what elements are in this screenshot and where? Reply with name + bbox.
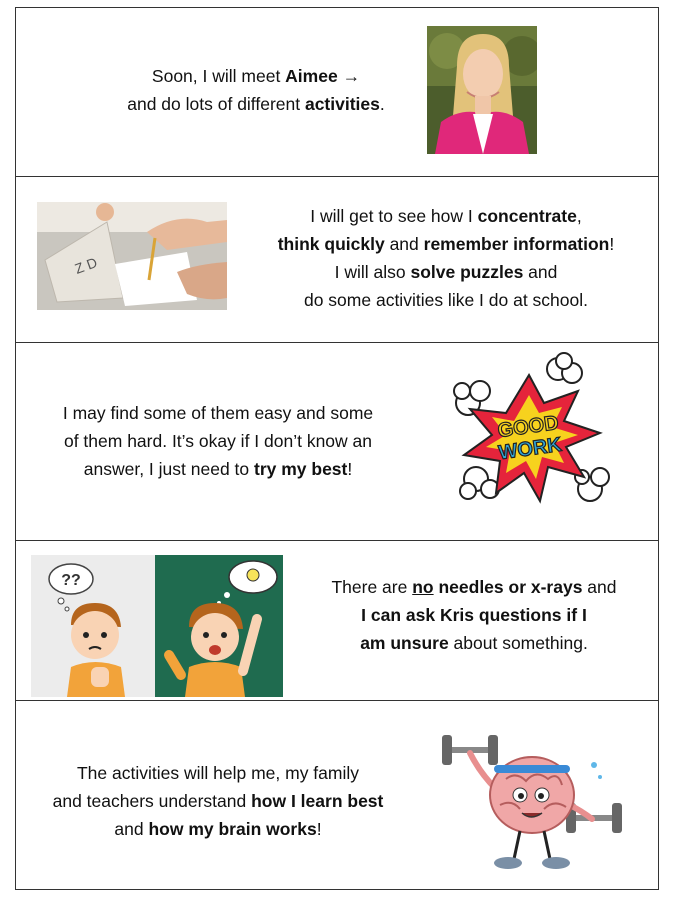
- row-text: [294, 573, 654, 657]
- thinking-boy-illustration: [31, 555, 283, 697]
- text-segment: activities: [304, 94, 380, 114]
- row-meet-aimee: [16, 8, 658, 177]
- text-line: [20, 455, 416, 483]
- text-segment: I may find some of them easy and some: [62, 403, 374, 423]
- row-text: [20, 759, 416, 843]
- text-line: [20, 815, 416, 843]
- text-line: [20, 759, 416, 787]
- text-segment: I can ask Kris questions if I: [361, 605, 587, 625]
- text-line: [294, 601, 654, 629]
- text-segment: and: [523, 262, 558, 282]
- svg-text:Z D: Z D: [72, 254, 100, 277]
- text-segment: and do lots of different: [127, 94, 305, 114]
- text-segment: think quickly: [277, 234, 385, 254]
- row-brain-works: [16, 701, 658, 891]
- text-line: [96, 62, 416, 90]
- text-segment: how I learn best: [251, 791, 384, 811]
- text-segment: am unsure: [360, 633, 449, 653]
- row-text: [20, 399, 416, 483]
- row-concentrate: [16, 177, 658, 343]
- aimee-photo: [427, 26, 537, 154]
- text-segment: and: [582, 577, 617, 597]
- activity-sheet: [15, 7, 659, 890]
- text-segment: Soon, I will meet: [151, 66, 286, 86]
- good-work-burst-icon: [440, 351, 618, 529]
- burst-work-text: WORK: [497, 433, 564, 465]
- text-segment: and: [384, 234, 424, 254]
- text-segment: do some activities like I do at school.: [303, 290, 589, 310]
- text-line: [20, 787, 416, 815]
- text-segment: try my best: [254, 459, 348, 479]
- text-segment: !: [316, 819, 322, 839]
- text-line: [238, 286, 654, 314]
- text-segment: ,: [576, 206, 582, 226]
- row-try-best: [16, 343, 658, 541]
- text-segment: concentrate: [477, 206, 577, 226]
- text-line: [238, 230, 654, 258]
- text-segment: and teachers understand: [52, 791, 252, 811]
- text-segment: and: [114, 819, 149, 839]
- text-line: [238, 258, 654, 286]
- row-text: [96, 62, 416, 118]
- text-segment: There are: [331, 577, 413, 597]
- text-line: [96, 90, 416, 118]
- text-line: [20, 399, 416, 427]
- text-segment: remember information: [423, 234, 610, 254]
- burst-good-text: GOOD: [496, 411, 560, 443]
- row-no-needles: [16, 541, 658, 701]
- row-text: [238, 202, 654, 314]
- text-segment: how my brain works: [148, 819, 317, 839]
- text-segment: I will also: [334, 262, 411, 282]
- bubble-question-text: ??: [61, 572, 81, 589]
- text-segment: .: [379, 94, 385, 114]
- text-segment: needles or x-rays: [433, 577, 583, 597]
- text-segment: Aimee: [285, 66, 338, 86]
- text-segment: about something.: [448, 633, 588, 653]
- text-segment: no: [412, 577, 434, 597]
- brain-dumbbells-icon: [436, 719, 626, 879]
- text-segment: →: [337, 66, 361, 86]
- text-line: [294, 629, 654, 657]
- text-line: [294, 573, 654, 601]
- text-segment: !: [347, 459, 353, 479]
- test-photo: [37, 202, 227, 310]
- text-segment: of them hard. It’s okay if I don’t know an: [63, 431, 373, 451]
- text-segment: solve puzzles: [410, 262, 524, 282]
- text-line: [238, 202, 654, 230]
- text-segment: The activities will help me, my family: [76, 763, 360, 783]
- text-line: [20, 427, 416, 455]
- text-segment: I will get to see how I: [310, 206, 478, 226]
- text-segment: !: [609, 234, 615, 254]
- text-segment: answer, I just need to: [83, 459, 254, 479]
